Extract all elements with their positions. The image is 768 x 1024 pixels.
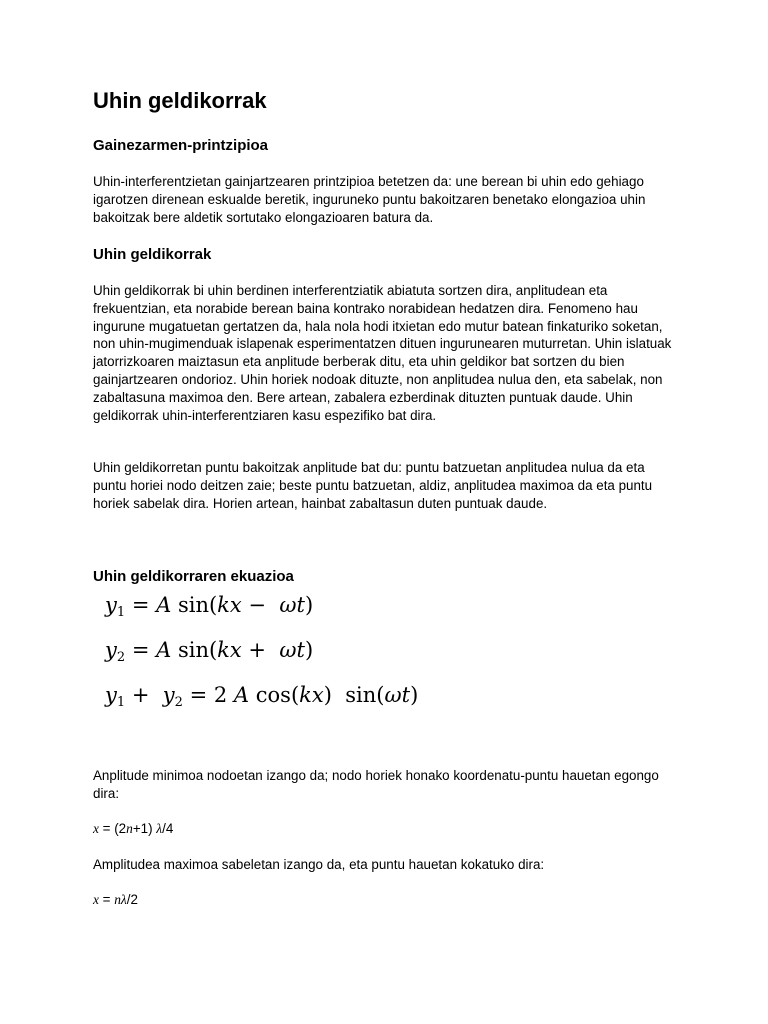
paragraph-standing-waves-1: Uhin geldikorrak bi uhin berdinen interferentziatik abiatuta sortzen dira, anplitudean eta frekuentzian, eta norabide berean baina kontrako norabidean hedatzen dira. Fenomeno hau ingurune mugatuetan gertatzen da, hala nola hodi itxietan edo mutur batean finkaturiko soketan, non uhin-mugimenduak islapenak esperimentatzen dituen ingurunearen muturretan. Uhin islatuak jatorrizkoaren maiztasun eta anplitude berberak ditu, eta uhin geldikor bat sortzen du bien gainjartzearen ondorioz. Uhin horiek nodoak dituzte, non anplitudea nulua den, eta sabelak, non zabaltasuna maximoa den. Bere artean, zabalera ezberdinak dituzten puntuak daude. Uhin geldikorrak uhin-interferentziaren kasu espezifiko bat dira. <box>93 283 672 423</box>
formula-nodes-op: = (2 <box>98 821 127 836</box>
section-heading-standing-waves: Uhin geldikorrak <box>93 246 212 263</box>
section-heading-superposition: Gainezarmen-printzipioa <box>93 137 269 154</box>
section-heading-equation: Uhin geldikorraren ekuazioa <box>93 568 294 585</box>
formula-nodes-var: x <box>93 821 99 836</box>
formula-antinodes <box>93 891 138 909</box>
formula-antinodes-tail: /2 <box>126 892 138 907</box>
formula-nodes <box>93 820 173 838</box>
equation-wave-1: $y_1 = A$ sin(kx − ωt) <box>105 593 314 620</box>
formula-antinodes-var: x <box>93 892 99 907</box>
formula-antinodes-op: = <box>98 892 115 907</box>
equation-sum: $y_1 + y_2 = 2$ A cos(kx) sin(ωt) <box>105 683 419 710</box>
paragraph-superposition: Uhin-interferentzietan gainjartzearen printzipioa betetzen da: une berean bi uhin edo gehiago igarotzen direnean eskualde beretik, inguruneko puntu bakoitzaren benetako elongazioa uhin bakoitzak bere aldetik sortutako elongazioaren batura da. <box>93 174 646 225</box>
paragraph-standing-waves-2: Uhin geldikorretan puntu bakoitzak anplitude bat du: puntu batzuetan anplitudea nulua da eta puntu horiei nodo deitzen zaie; beste puntu batzuetan, aldiz, anplitudea maximoa da eta puntu horiek sabelak dira. Horien artean, hainbat zabaltasun duten puntuak daude. <box>93 460 653 511</box>
page-title: Uhin geldikorrak <box>93 88 267 113</box>
equation-wave-2: $y_2 = A$ sin(kx + ωt) <box>105 638 314 665</box>
formula-antinodes-lambda: λ <box>120 892 127 907</box>
formula-nodes-n: n <box>126 821 133 836</box>
formula-antinodes-n: n <box>114 892 121 907</box>
paragraph-antinodes: Amplitudea maximoa sabeletan izango da, eta puntu hauetan kokatuko dira: <box>93 857 545 872</box>
formula-nodes-lambda: λ <box>156 821 163 836</box>
formula-nodes-rest: +1) <box>132 821 157 836</box>
formula-nodes-tail: /4 <box>162 821 174 836</box>
paragraph-nodes: Anplitude minimoa nodoetan izango da; nodo horiek honako koordenatu-puntu hauetan egongo dira: <box>93 768 659 801</box>
